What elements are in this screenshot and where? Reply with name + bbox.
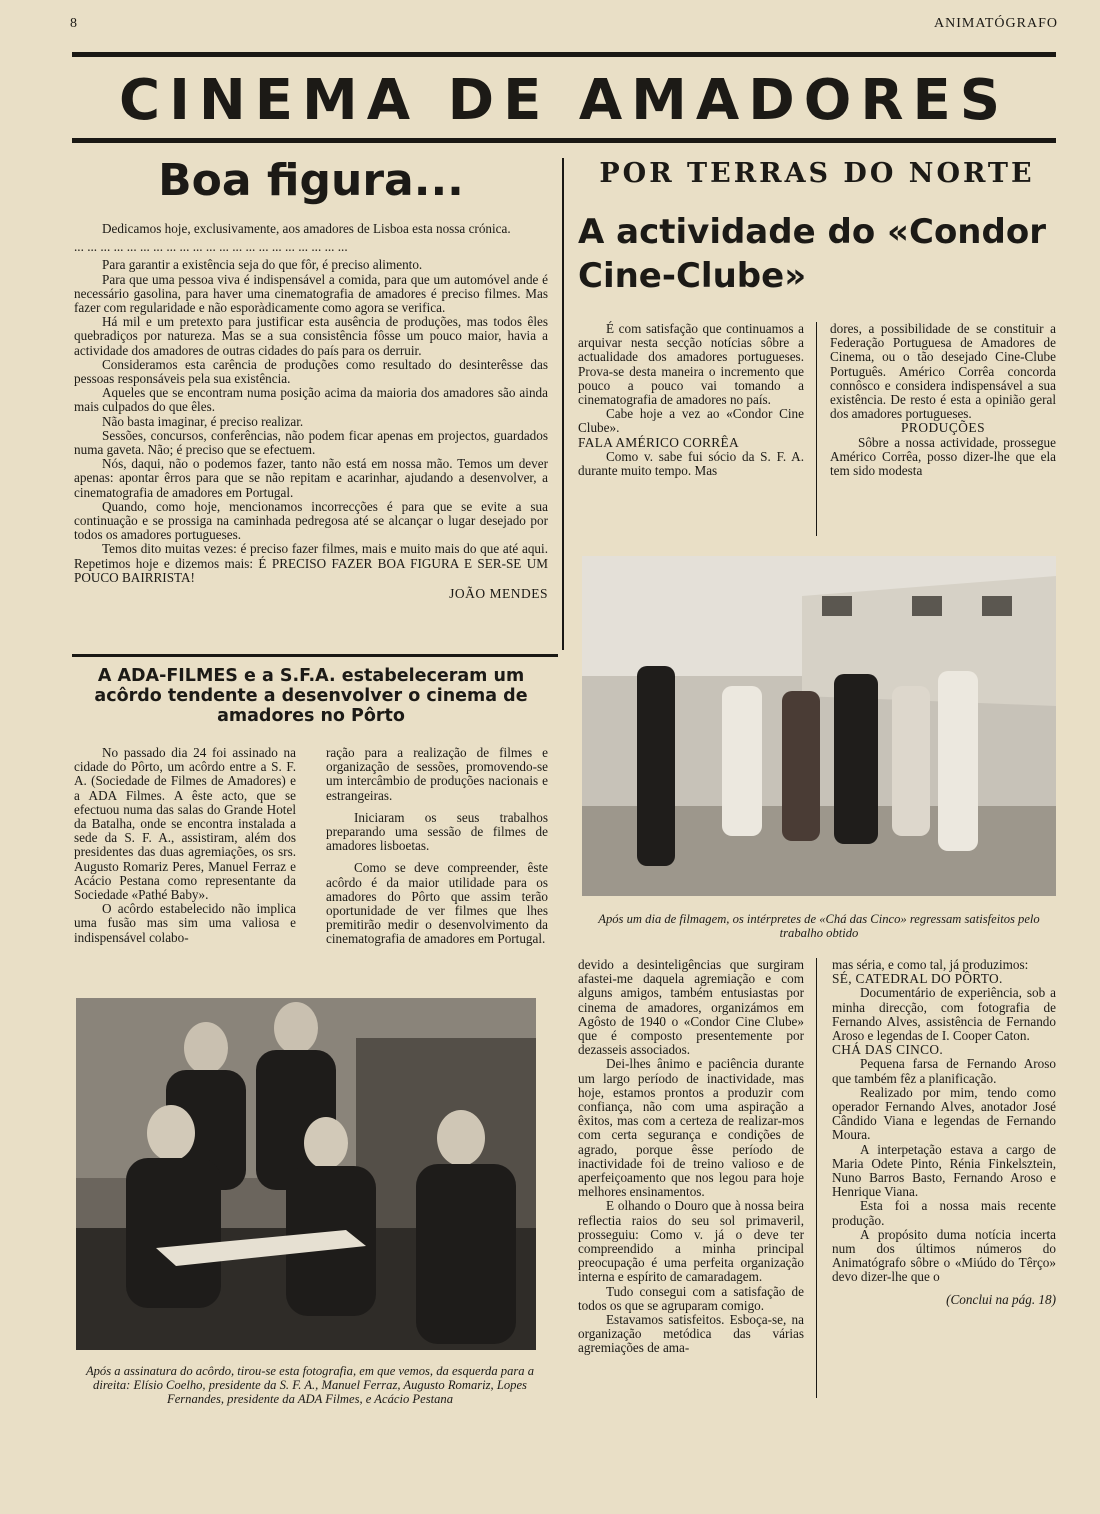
paragraph: Esta foi a nossa mais recente produção. <box>832 1198 1056 1228</box>
paragraph: Nós, daqui, não o podemos fazer, tanto não está em nossa mão. Temos um dever apenas: apontar êrros para que se não repitam e acarinhar, ajudando a desenvolver, a cinematografia de amadores em Portugal. <box>74 456 548 500</box>
ellipsis-divider: ... ... ... ... ... ... ... ... ... ... ... ... ... ... ... ... ... ... ... ... ... <box>74 239 348 255</box>
paragraph: ração para a realização de filmes e organização de sessões, promovendo-se um intercâmbio de produções nacionais e estrangeiras. <box>326 745 548 803</box>
paragraph: Cabe hoje a vez ao «Condor Cine Clube». <box>578 406 804 436</box>
article-title-boa-figura: Boa figura... <box>158 155 464 206</box>
subheading-fala: FALA AMÉRICO CORRÊA <box>578 434 739 450</box>
section-banner: CINEMA DE AMADORES <box>118 68 1010 133</box>
paragraph: Iniciaram os seus trabalhos preparando uma sessão de filmes de amadores lisboetas. <box>326 809 548 854</box>
paragraph: Há mil e um pretexto para justificar esta ausência de produções, mas todos êles quebradiços por natureza. Mas se a sua consistência fôsse um pouco maior, havia a actividade dos amadores de outras cidades do país para os derruir. <box>74 314 548 358</box>
ada-column-left <box>74 746 296 945</box>
film-crew-photo-illustration <box>582 556 1056 896</box>
photo-cha-das-cinco <box>582 556 1056 896</box>
article-body-boa-figura <box>74 222 548 601</box>
condor-column-3 <box>578 958 804 1356</box>
meeting-photo-illustration <box>76 998 536 1350</box>
magazine-name: ANIMATÓGRAFO <box>933 16 1058 31</box>
paragraph: Sessões, concursos, conferências, não podem ficar apenas em projectos, guardados numa gaveta. Não; é preciso que se efectuem. <box>74 427 548 458</box>
column-divider <box>562 158 564 650</box>
column-divider <box>816 322 817 536</box>
subheading-se-catedral: SÉ, CATEDRAL DO PÔRTO. <box>832 971 1003 987</box>
condor-column-1 <box>578 322 804 478</box>
paragraph: E olhando o Douro que à nossa beira reflectia raios do seu sol primaveril, prosseguiu: Como v. já o deve ter compreendido a minha principal preocupação é uma perfeita organização interna e espírito de camaradagem. <box>578 1198 804 1285</box>
paragraph: Para que uma pessoa viva é indispensável a comida, para que um automóvel ande é necessário gasolina, para haver uma cinematografia de amadores é preciso filmes. Mas fazer com regularidade e não esporàdicamente como agora se verifica. <box>74 271 548 316</box>
paragraph: A interpetação estava a cargo de Maria Odete Pinto, Rénia Finkelsztein, Nuno Barros Basto, Fernando Aroso e Henrique Viana. <box>832 1141 1056 1200</box>
paragraph: Para garantir a existência seja do que fôr, é preciso alimento. <box>102 257 423 273</box>
article-headline-ada-filmes: A ADA-FILMES e a S.F.A. estabeleceram um acôrdo tendente a desenvolver o cinema de amadores no Pôrto <box>94 666 528 726</box>
paragraph: É com satisfação que continuamos a arquivar nesta secção notícias sôbre a actualidade dos amadores portugueses. Prova-se desta maneira o incremento que pouco a pouco vai tomando a cinematografia de amadores no país. <box>578 321 804 408</box>
article-separator <box>72 654 558 657</box>
paragraph: dores, a possibilidade de se constituir a Federação Portuguesa de Amadores de Cinema, ou o tão desejado Cine-Clube Português. Américo Corrêa concorda connôsco e considera indispensável a sua existência. De resto é esta a opinião geral dos amadores portugueses. <box>830 321 1056 422</box>
paragraph: Aqueles que se encontram numa posição acima da maioria dos amadores são ainda mais culpados do que êles. <box>74 385 548 415</box>
paragraph: Temos dito muitas vezes: é preciso fazer filmes, mais e muito mais do que até aqui. Repetimos hoje e dizemos mais: É PRECISO FAZER BOA FIGURA E SER-SE UM POUCO BAIRRISTA! <box>74 541 548 585</box>
paragraph: devido a desinteligências que surgiram afastei-me daquela agremiação e com alguns amigos, também entusiastas por cinema de amadores, organizámos em Agôsto de 1940 o «Condor Cine Clube» que é composto presentemente por dezasseis associados. <box>578 957 804 1058</box>
paragraph: Estavamos satisfeitos. Esboça-se, na organização metódica das várias agremiações de ama- <box>578 1312 804 1356</box>
photo-signing-meeting <box>76 998 536 1350</box>
paragraph: Como v. sabe fui sócio da S. F. A. durante muito tempo. Mas <box>578 448 804 479</box>
paragraph: Não basta imaginar, é preciso realizar. <box>102 413 304 429</box>
paragraph: A propósito duma notícia incerta num dos últimos números do Animatógrafo sôbre o «Miúdo do Têrço» devo dizer-lhe que o <box>832 1226 1056 1285</box>
article-kicker: POR TERRAS DO NORTE <box>599 158 1035 189</box>
subheading-producoes: PRODUÇÕES <box>900 420 986 436</box>
paragraph: Dedicamos hoje, exclusivamente, aos amadores de Lisboa esta nossa crónica. <box>102 221 511 236</box>
paragraph: Dei-lhes ânimo e paciência durante um largo período de inactividade, mas hoje, estamos prontos a produzir com confiança, não com uma aspiração a êxitos, mas com a certeza de realizar-mos com certa segurança e condições de agrado, porque êsse período de inactividade foi de treino valioso e de aperfeiçoamento que nos legou para hoje melhores ensinamentos. <box>578 1056 804 1200</box>
paragraph: Tudo consegui com a satisfação de todos os que se agruparam comigo. <box>578 1283 804 1313</box>
condor-column-2 <box>830 322 1056 478</box>
paragraph: No passado dia 24 foi assinado na cidade do Pôrto, um acôrdo entre a S. F. A. (Sociedade de Filmes de Amadores) e a ADA Filmes. A êste acto, que se efectuou numa das salas do Grande Hotel da Batalha, onde se encontra instalada a sede da S. F. A., assistiram, além dos presidentes das duas agremiações, os srs. Augusto Romariz Peres, Manuel Ferraz e Acácio Pestana como representante da Sociedade «Pathé Baby». <box>74 745 296 903</box>
paragraph: Consideramos esta carência de produções como resultado do desinterêsse das pessoas responsáveis pela sua existência. <box>74 356 548 387</box>
banner-top-rule <box>72 52 1056 57</box>
column-divider <box>816 958 817 1398</box>
page-number: 8 <box>70 16 77 31</box>
continuation-note: (Conclui na pág. 18) <box>946 1291 1056 1307</box>
article-headline-condor: A actividade do «Condor Cine-Clube» <box>578 212 1046 296</box>
paragraph: mas séria, e como tal, já produzimos: <box>832 957 1029 972</box>
paragraph: Documentário de experiência, sob a minha direcção, com fotografia de Fernando Alves, assistência de Fernando Aroso e legendas de I. Cooper Caton. <box>832 985 1056 1044</box>
author-signature: JOÃO MENDES <box>449 586 548 602</box>
paragraph: Como se deve compreender, êste acôrdo é da maior utilidade para os amadores do Pôrto que assim terão oportunidade de ver filmes que lhes premitirão medir o desenvolvimento da cinematografia de amadores em Portugal. <box>326 860 548 947</box>
banner-bottom-rule <box>72 138 1056 143</box>
photo-caption-ada: Após a assinatura do acôrdo, tirou-se esta fotografia, em que vemos, da esquerda para a direita: Elísio Coelho, presidente da S. F. A., Manuel Ferraz, Augusto Romariz, Lopes Fernandes, presidente da ADA Filmes, e Acácio Pestana <box>85 1364 535 1406</box>
paragraph: Quando, como hoje, mencionamos incorrecções é para que se evite a sua continuação e se prossiga na caminhada pedregosa até se alcançar o lugar desejado por todos os amadores portugueses. <box>74 498 548 543</box>
ada-column-right <box>326 746 548 947</box>
paragraph: Pequena farsa de Fernando Aroso que também fêz a planificação. <box>832 1056 1056 1086</box>
paragraph: O acôrdo estabelecido não implica uma fusão mas sim uma valiosa e indispensável colabo- <box>74 901 296 945</box>
paragraph: Realizado por mim, tendo como operador Fernando Alves, anotador José Cândido Viana e legendas de Fernando Moura. <box>832 1084 1056 1143</box>
condor-column-4 <box>832 958 1056 1307</box>
photo-caption-condor: Após um dia de filmagem, os intérpretes de «Chá das Cinco» regressam satisfeitos pelo trabalho obtido <box>598 912 1040 940</box>
paragraph: Sôbre a nossa actividade, prossegue Américo Corrêa, posso dizer-lhe que ela tem sido modesta <box>830 434 1056 479</box>
subheading-cha-das-cinco: CHÁ DAS CINCO. <box>832 1042 943 1058</box>
